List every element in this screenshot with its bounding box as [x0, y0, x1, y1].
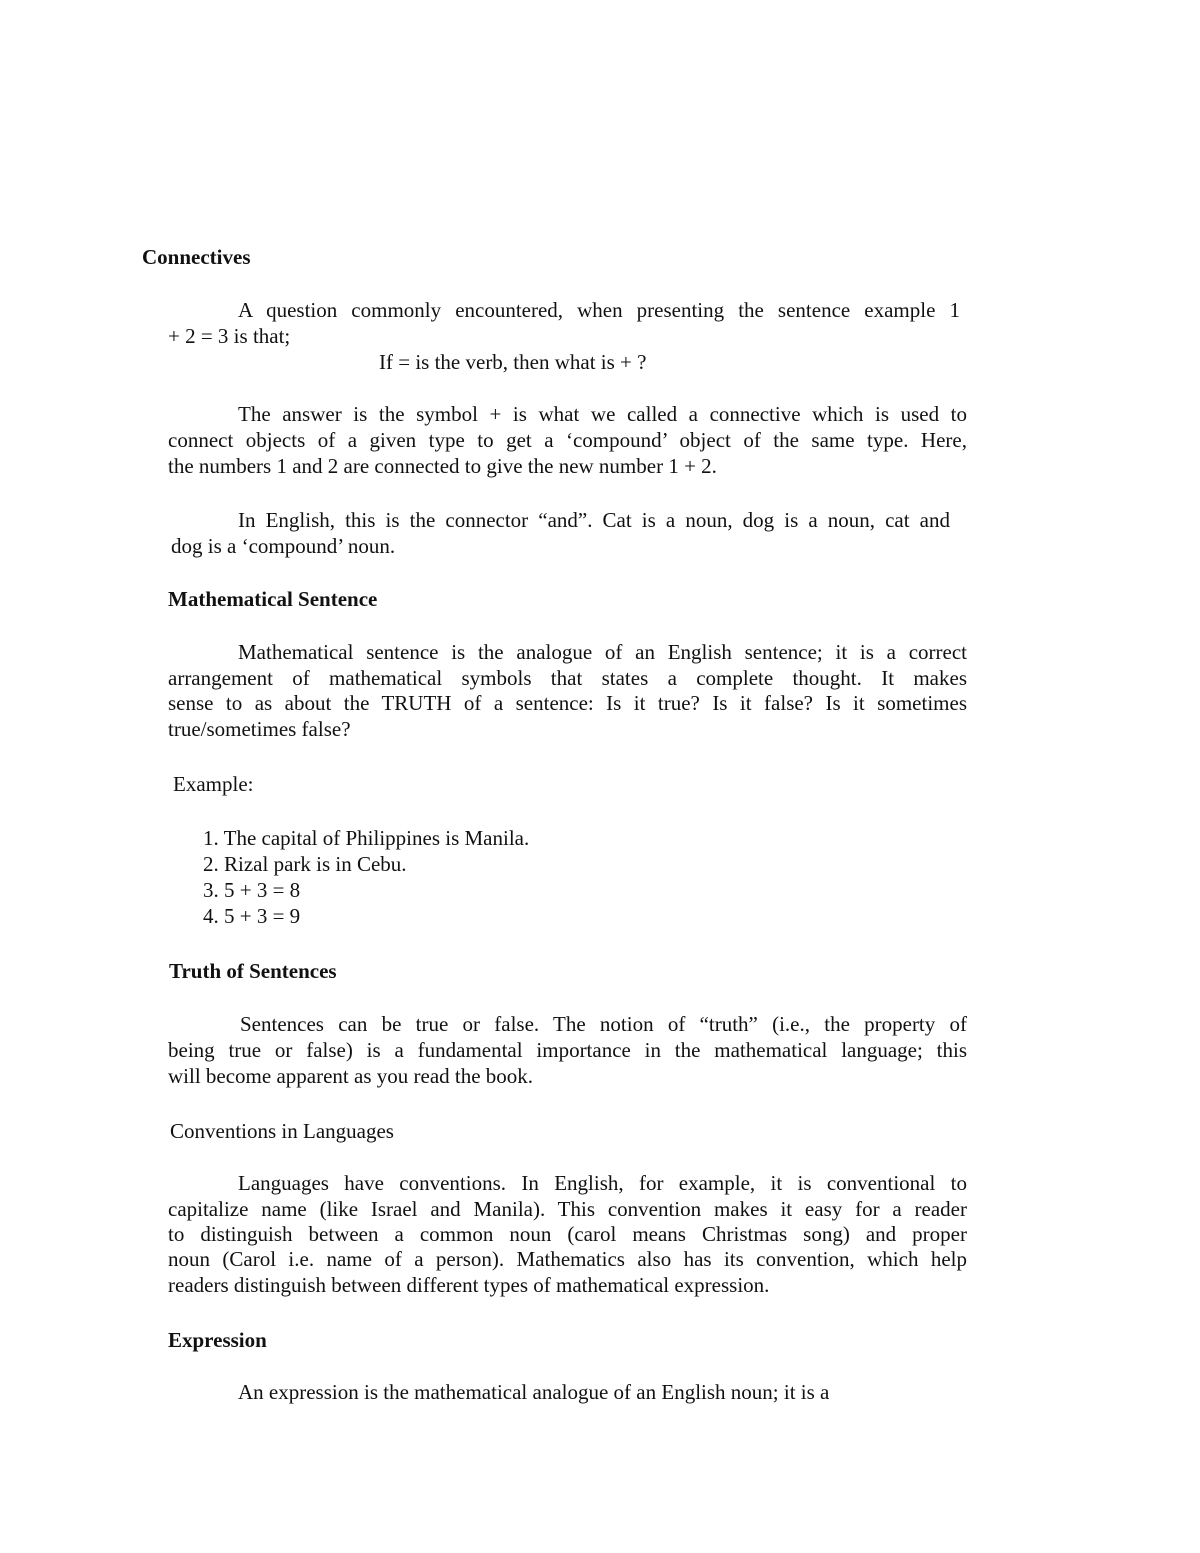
heading-conventions: Conventions in Languages [170, 1119, 394, 1143]
math-sentence-line3: sense to as about the TRUTH of a sentence: Is it true? Is it false? Is it sometimes [168, 691, 967, 715]
heading-expression: Expression [168, 1328, 267, 1352]
connectives-p3-line1: In English, this is the connector “and”. Cat is a noun, dog is a noun, cat and [238, 508, 950, 532]
connectives-p2-line1: The answer is the symbol + is what we called a connective which is used to [238, 402, 967, 426]
connectives-p3-line2: dog is a ‘compound’ noun. [171, 534, 396, 558]
connectives-p1-line2: + 2 = 3 is that; [168, 324, 291, 348]
conventions-line2: capitalize name (like Israel and Manila). This convention makes it easy for a reader [168, 1197, 967, 1221]
conventions-line4: noun (Carol i.e. name of a person). Mathematics also has its convention, which help [168, 1247, 967, 1271]
connectives-p2-line2: connect objects of a given type to get a ‘compound’ object of the same type. Here, [168, 428, 967, 452]
heading-mathematical-sentence: Mathematical Sentence [168, 587, 378, 611]
example-item-3: 3. 5 + 3 = 8 [203, 878, 301, 902]
example-item-2: 2. Rizal park is in Cebu. [203, 852, 407, 876]
conventions-line1: Languages have conventions. In English, for example, it is conventional to [238, 1171, 967, 1195]
example-item-4: 4. 5 + 3 = 9 [203, 904, 301, 928]
conventions-line5: readers distinguish between different types of mathematical expression. [168, 1273, 770, 1297]
truth-line2: being true or false) is a fundamental importance in the mathematical language; this [168, 1038, 967, 1062]
heading-truth-of-sentences: Truth of Sentences [169, 959, 337, 983]
heading-connectives: Connectives [142, 245, 251, 269]
truth-line1: Sentences can be true or false. The notion of “truth” (i.e., the property of [240, 1012, 967, 1036]
truth-line3: will become apparent as you read the book. [168, 1064, 534, 1088]
math-sentence-line1: Mathematical sentence is the analogue of an English sentence; it is a correct [238, 640, 967, 664]
example-label: Example: [173, 772, 254, 796]
connectives-p2-line3: the numbers 1 and 2 are connected to give the new number 1 + 2. [168, 454, 717, 478]
math-sentence-line4: true/sometimes false? [168, 717, 351, 741]
conventions-line3: to distinguish between a common noun (carol means Christmas song) and proper [168, 1222, 967, 1246]
expression-line1: An expression is the mathematical analogue of an English noun; it is a [238, 1380, 830, 1404]
math-sentence-line2: arrangement of mathematical symbols that states a complete thought. It makes [168, 666, 967, 690]
connectives-p1-center: If = is the verb, then what is + ? [379, 350, 647, 374]
example-item-1: 1. The capital of Philippines is Manila. [203, 826, 530, 850]
connectives-p1-line1: A question commonly encountered, when presenting the sentence example 1 [238, 298, 960, 322]
